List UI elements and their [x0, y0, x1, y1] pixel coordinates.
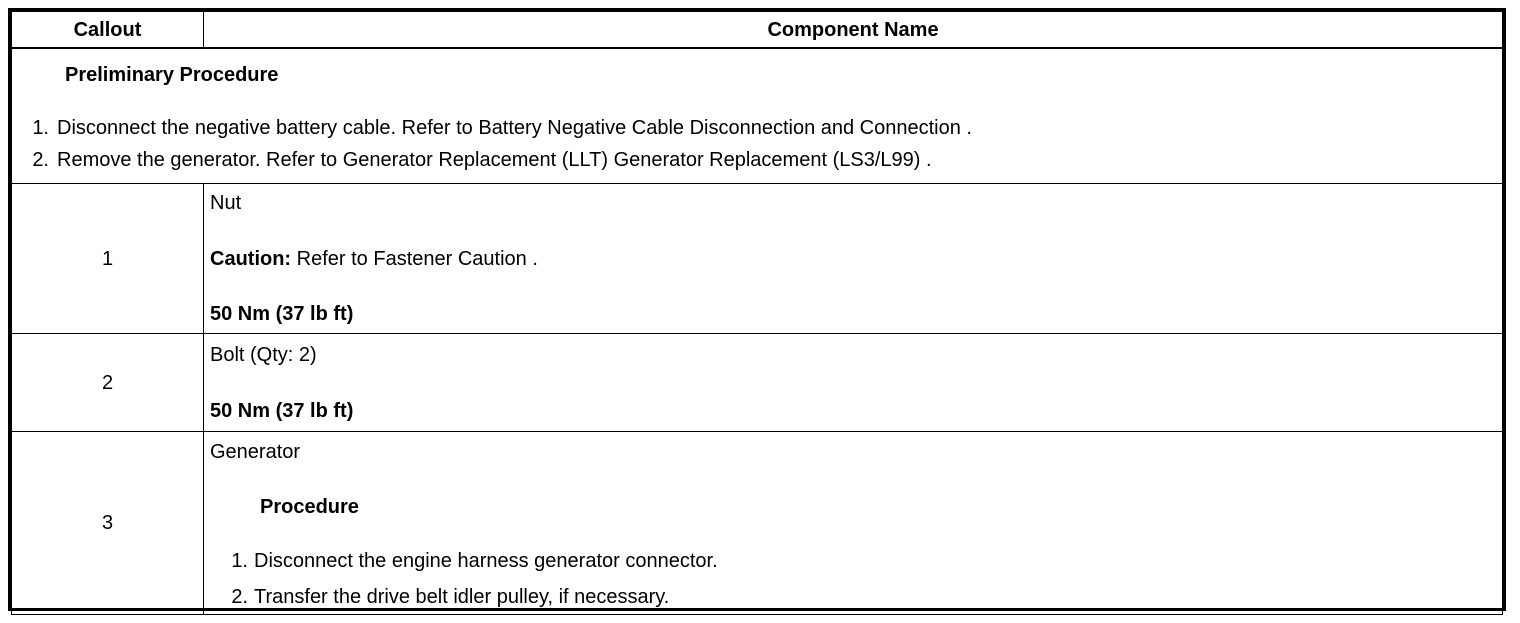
component-name: Bolt (Qty: 2)	[210, 344, 317, 366]
step-text: Remove the generator. Refer to Generator Replacement (LLT) Generator Replacement (LS3/L99) .	[57, 149, 932, 171]
list-item	[216, 551, 718, 587]
component-cell	[204, 432, 1503, 615]
table-header-row	[12, 12, 1503, 49]
preliminary-procedure-row	[12, 48, 1503, 184]
callout-cell: 1	[12, 184, 204, 334]
caution-text: Refer to Fastener Caution .	[291, 248, 538, 270]
step-number: 2.	[231, 586, 248, 608]
callout-cell: 2	[12, 334, 204, 432]
component-name: Generator	[210, 441, 301, 463]
step-text: Disconnect the negative battery cable. Refer to Battery Negative Cable Disconnection and Connection .	[57, 117, 972, 139]
torque-spec: 50 Nm (37 lb ft)	[210, 400, 354, 422]
caution-note	[210, 249, 538, 269]
list-item	[12, 150, 972, 182]
step-number: 2.	[32, 149, 49, 171]
step-number: 1.	[32, 117, 49, 139]
header-component-name: Component Name	[204, 12, 1503, 49]
preliminary-procedure-title: Preliminary Procedure	[65, 64, 279, 86]
header-callout: Callout	[12, 12, 204, 49]
torque-spec: 50 Nm (37 lb ft)	[210, 303, 354, 325]
procedure-steps-list	[216, 551, 718, 623]
component-cell	[204, 184, 1503, 334]
caution-label: Caution:	[210, 248, 292, 270]
table-row	[12, 432, 1503, 615]
preliminary-steps-list	[12, 118, 972, 182]
step-number: 1.	[231, 550, 248, 572]
list-item	[12, 118, 972, 150]
callout-cell: 3	[12, 432, 204, 615]
step-text: Transfer the drive belt idler pulley, if necessary.	[254, 586, 670, 608]
preliminary-procedure-cell	[12, 48, 1503, 184]
table-row	[12, 334, 1503, 432]
list-item	[216, 587, 718, 623]
component-table-container	[8, 8, 1506, 611]
component-table	[11, 11, 1503, 615]
component-cell	[204, 334, 1503, 432]
table-row	[12, 184, 1503, 334]
step-text: Disconnect the engine harness generator connector.	[254, 550, 718, 572]
procedure-title: Procedure	[260, 496, 359, 518]
component-name: Nut	[210, 192, 242, 214]
